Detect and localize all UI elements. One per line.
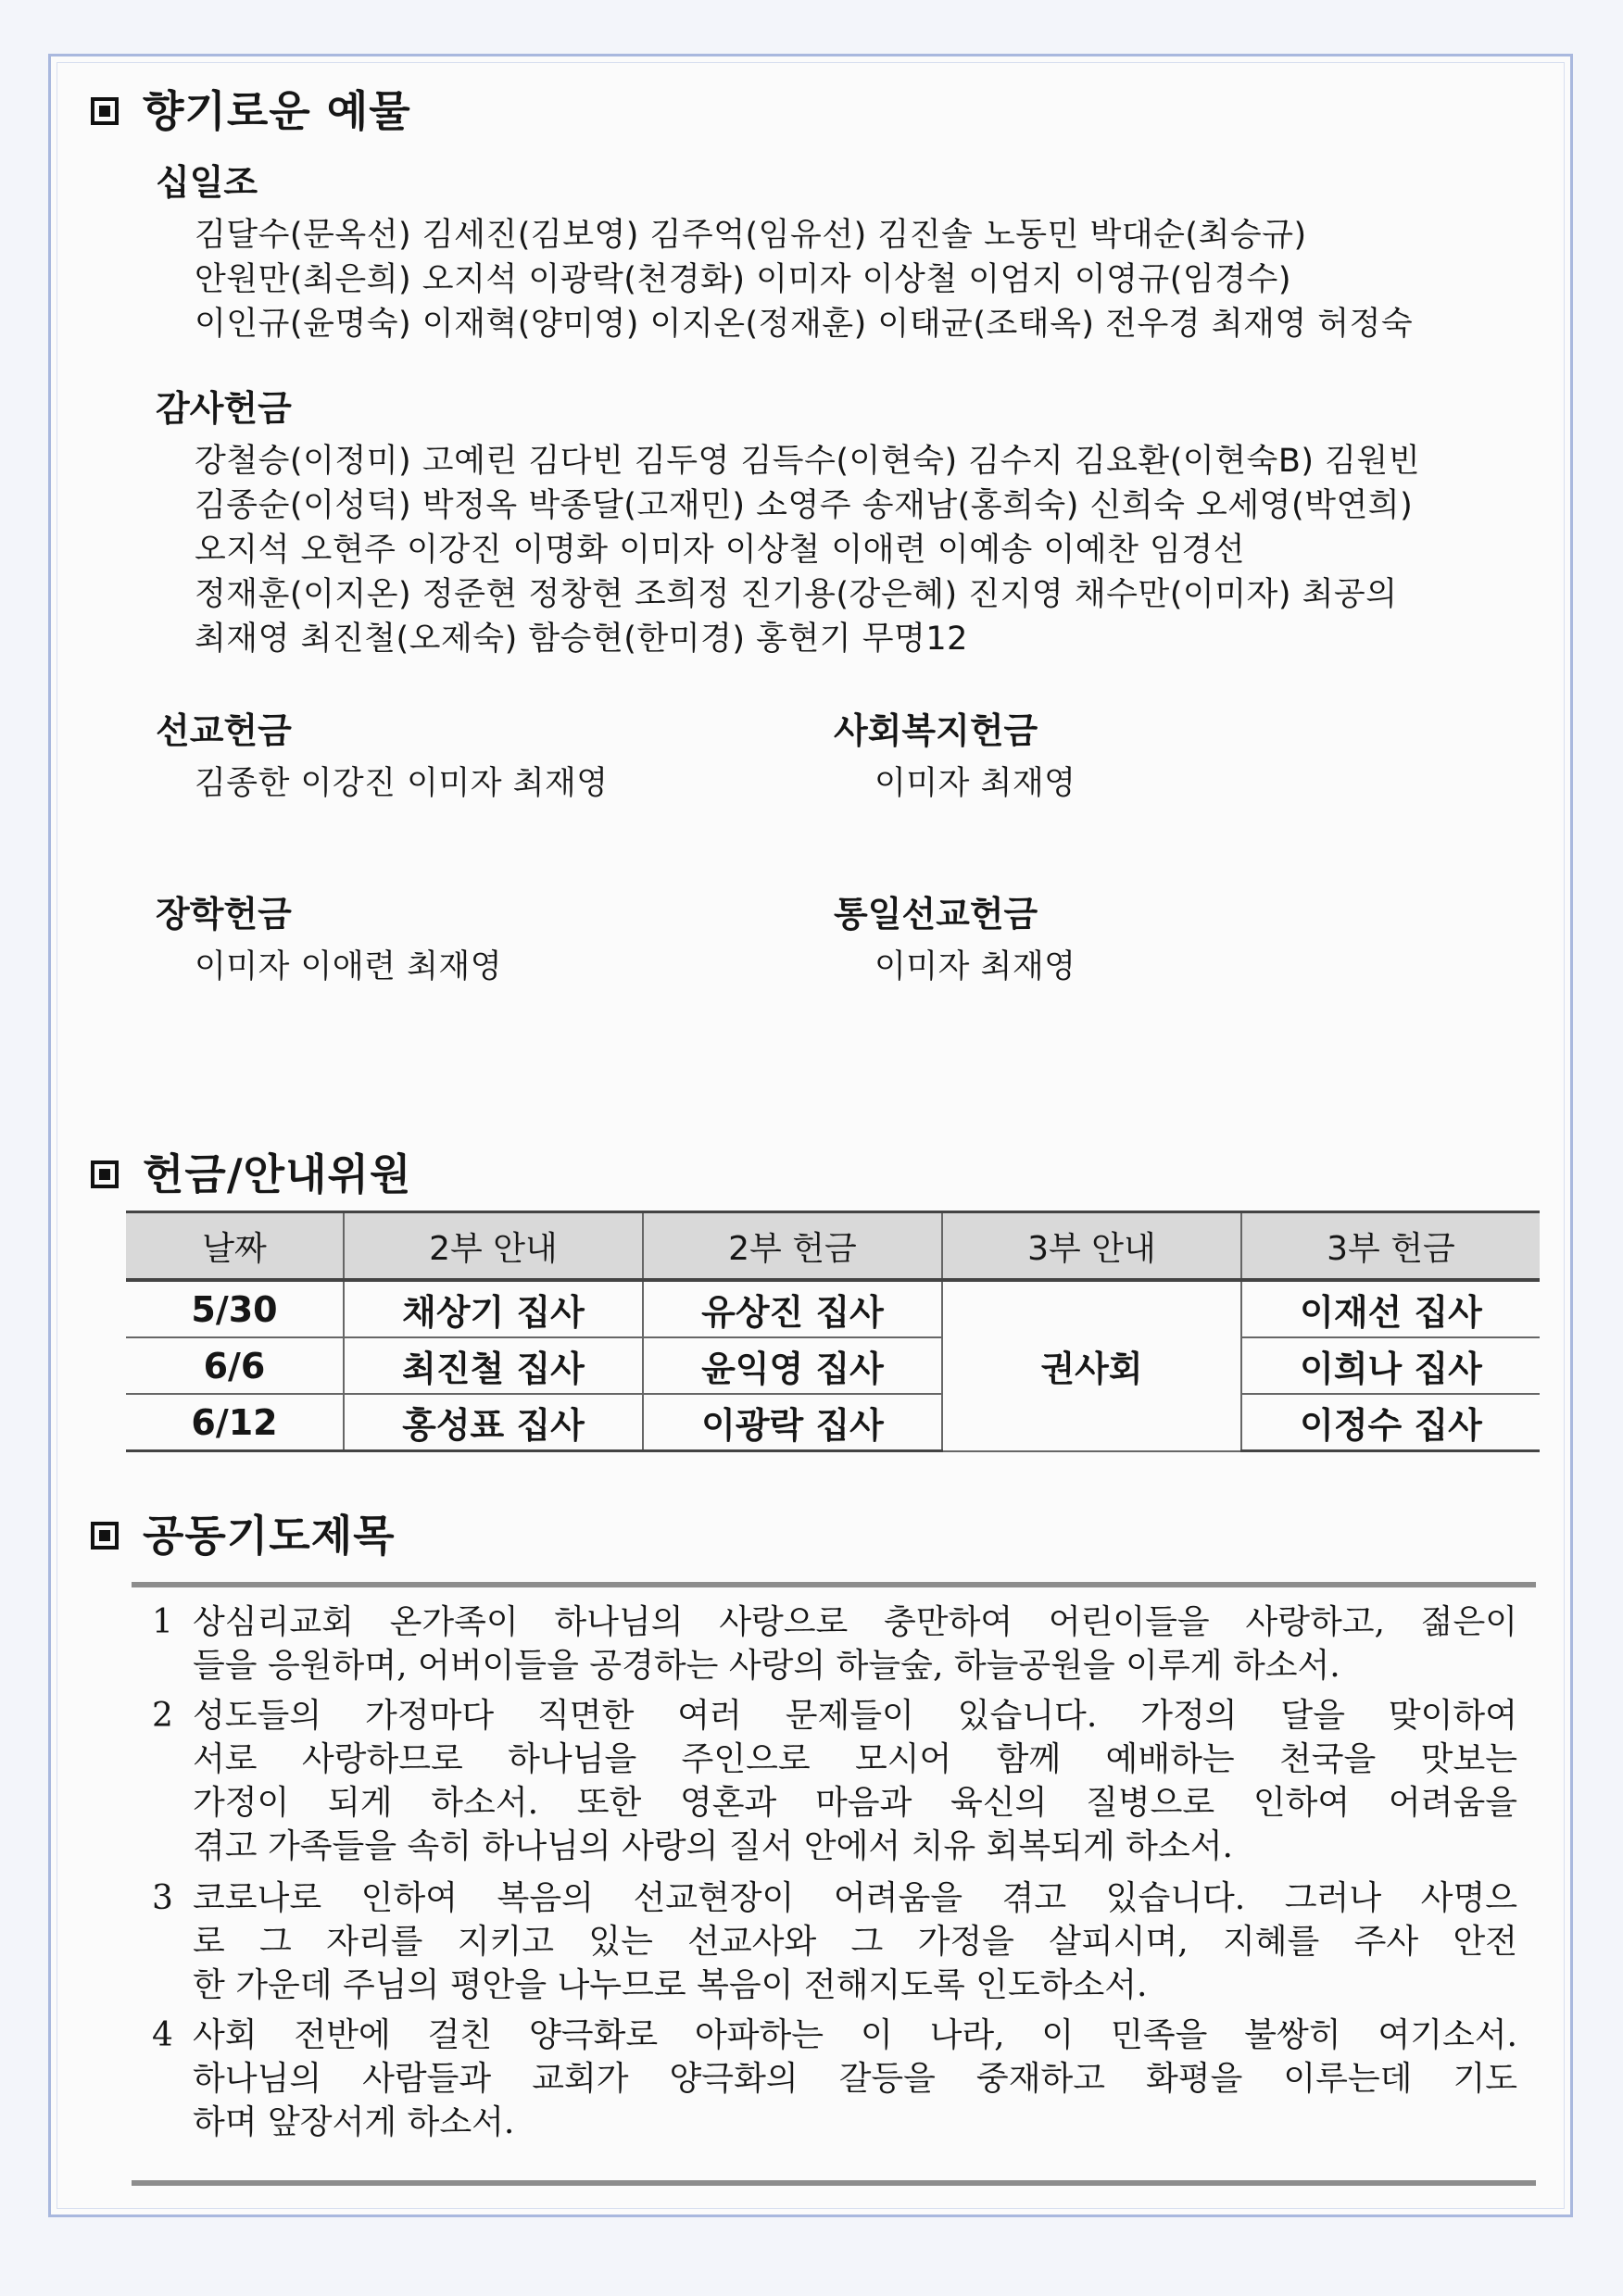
cell-date: 6/6 xyxy=(126,1337,344,1394)
cell-3-offering: 이정수 집사 xyxy=(1241,1394,1540,1451)
name-line: 김종순(이성덕) 박정옥 박종달(고재민) 소영주 송재남(홍희숙) 신희숙 오세영(박연희) xyxy=(195,487,1414,524)
name-line: 안원만(최은희) 오지석 이광락(천경화) 이미자 이상철 이엄지 이영규(임경수) xyxy=(195,261,1291,298)
thanks-title: 감사헌금 xyxy=(156,388,292,429)
cell-2-offering: 윤익영 집사 xyxy=(643,1337,942,1394)
square-bullet-icon xyxy=(91,1522,119,1549)
prayer-line: 코로나로 인하여 복음의 선교현장이 어려움을 겪고 있습니다. 그러나 사명으 xyxy=(193,1879,1517,1917)
usher-schedule-table xyxy=(126,1211,1540,1452)
prayer-line: 들을 응원하며, 어버이들을 공경하는 사랑의 하늘숲, 하늘공원을 이루게 하소서. xyxy=(193,1647,1340,1685)
prayer-line: 한 가운데 주님의 평안을 나누므로 복음이 전해지도록 인도하소서. xyxy=(193,1966,1148,2004)
cell-2-guide: 홍성표 집사 xyxy=(344,1394,643,1451)
prayer-line: 사회 전반에 걸친 양극화로 아파하는 이 나라, 이 민족을 불쌍히 여기소서. xyxy=(193,2016,1517,2054)
section-title-text: 헌금/안내위원 xyxy=(143,1149,412,1199)
name-line: 이인규(윤명숙) 이재혁(양미영) 이지온(정재훈) 이태균(조태옥) 전우경 최재영 허정숙 xyxy=(195,306,1414,343)
header-date: 날짜 xyxy=(126,1212,344,1281)
welfare-names: 이미자 최재영 xyxy=(874,765,1076,802)
table-header-row xyxy=(126,1212,1540,1281)
prayer-text xyxy=(193,1876,1517,2007)
unification-names: 이미자 최재영 xyxy=(874,948,1076,985)
cell-3-offering: 이희나 집사 xyxy=(1241,1337,1540,1394)
section-title-text: 공동기도제목 xyxy=(143,1511,396,1561)
cell-2-guide: 채상기 집사 xyxy=(344,1280,643,1337)
section-title-ushers xyxy=(91,1141,411,1202)
header-3-guide: 3부 안내 xyxy=(942,1212,1241,1281)
unification-title: 통일선교헌금 xyxy=(834,894,1038,935)
scholarship-title: 장학헌금 xyxy=(156,894,292,935)
square-bullet-icon xyxy=(91,1161,119,1188)
prayer-number: 1 xyxy=(152,1603,173,1641)
cell-date: 6/12 xyxy=(126,1394,344,1451)
header-2-guide: 2부 안내 xyxy=(344,1212,643,1281)
cell-2-guide: 최진철 집사 xyxy=(344,1337,643,1394)
prayer-list xyxy=(132,1582,1536,2186)
prayer-number: 3 xyxy=(152,1879,173,1917)
cell-2-offering: 유상진 집사 xyxy=(643,1280,942,1337)
prayer-line: 겪고 가족들을 속히 하나님의 사랑의 질서 안에서 치유 회복되게 하소서. xyxy=(193,1827,1233,1865)
header-3-offering: 3부 헌금 xyxy=(1241,1212,1540,1281)
cell-date: 5/30 xyxy=(126,1280,344,1337)
square-bullet-icon xyxy=(91,97,119,125)
table-row xyxy=(126,1394,1540,1451)
prayer-text xyxy=(193,2014,1517,2144)
tithe-title: 십일조 xyxy=(156,162,258,203)
prayer-line: 서로 사랑하므로 하나님을 주인으로 모시어 함께 예배하는 천국을 맛보는 xyxy=(193,1740,1517,1778)
prayer-line: 가정이 되게 하소서. 또한 영혼과 마음과 육신의 질병으로 인하여 어려움을 xyxy=(193,1784,1517,1822)
section-title-text: 향기로운 예물 xyxy=(143,86,411,136)
prayer-line: 성도들의 가정마다 직면한 여러 문제들이 있습니다. 가정의 달을 맞이하여 xyxy=(193,1697,1517,1735)
prayer-number: 2 xyxy=(152,1697,173,1735)
section-title-prayer xyxy=(91,1502,396,1563)
prayer-text xyxy=(193,1694,1517,1868)
thanks-names xyxy=(195,439,1420,661)
mission-title: 선교헌금 xyxy=(156,710,292,751)
prayer-text xyxy=(193,1600,1517,1687)
cell-3-guide-merged: 권사회 xyxy=(942,1280,1241,1451)
name-line: 정재훈(이지온) 정준현 정창현 조희정 진기용(강은혜) 진지영 채수만(이미자) 최공의 xyxy=(195,576,1398,613)
table-row xyxy=(126,1280,1540,1337)
scholarship-names: 이미자 이애련 최재영 xyxy=(195,948,503,985)
name-line: 오지석 오현주 이강진 이명화 이미자 이상철 이애련 이예송 이예찬 임경선 xyxy=(195,532,1245,569)
name-line: 김달수(문옥선) 김세진(김보영) 김주억(임유선) 김진솔 노동민 박대순(최승규) xyxy=(195,217,1307,254)
section-title-offerings xyxy=(91,78,411,139)
mission-names: 김종한 이강진 이미자 최재영 xyxy=(195,765,609,802)
name-line: 강철승(이정미) 고예린 김다빈 김두영 김득수(이현숙) 김수지 김요환(이현숙B) 김원빈 xyxy=(195,443,1421,480)
name-line: 최재영 최진철(오제숙) 함승현(한미경) 홍현기 무명12 xyxy=(195,621,968,658)
cell-2-offering: 이광락 집사 xyxy=(643,1394,942,1451)
table-row xyxy=(126,1337,1540,1394)
tithe-names xyxy=(195,213,1413,346)
header-2-offering: 2부 헌금 xyxy=(643,1212,942,1281)
prayer-line: 하며 앞장서게 하소서. xyxy=(193,2103,515,2141)
prayer-line: 하나님의 사람들과 교회가 양극화의 갈등을 중재하고 화평을 이루는데 기도 xyxy=(193,2060,1517,2098)
prayer-number: 4 xyxy=(152,2016,173,2054)
prayer-line: 상심리교회 온가족이 하나님의 사랑으로 충만하여 어린이들을 사랑하고, 젊은이 xyxy=(193,1603,1517,1641)
prayer-line: 로 그 자리를 지키고 있는 선교사와 그 가정을 살피시며, 지혜를 주사 안전 xyxy=(193,1923,1517,1961)
welfare-title: 사회복지헌금 xyxy=(834,710,1038,751)
cell-3-offering: 이재선 집사 xyxy=(1241,1280,1540,1337)
